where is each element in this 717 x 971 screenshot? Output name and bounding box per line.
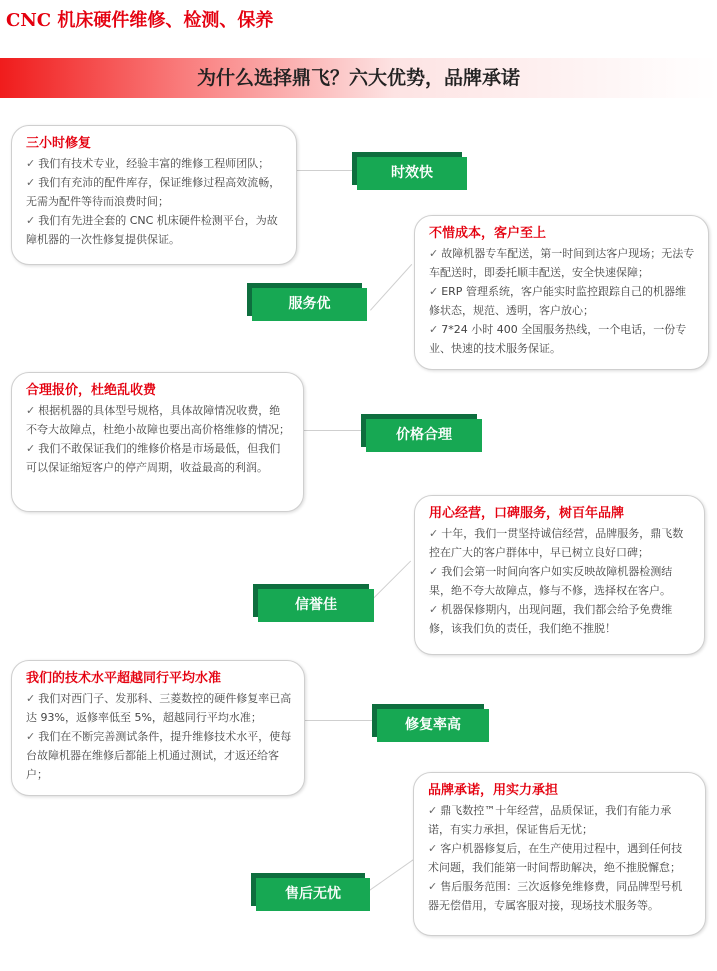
card-title: 我们的技术水平超越同行平均水准: [26, 671, 222, 686]
list-item: ✓ 我们有先进全套的 CNC 机床硬件检测平台，为故障机器的一次性修复提供保证。: [26, 214, 278, 246]
check-icon: ✓: [428, 842, 438, 855]
badge-label: 售后无忧: [256, 878, 370, 911]
list-item: ✓ 机器保修期内，出现问题，我们都会给予免费维修，该我们负的责任，我们绝不推脱！: [429, 603, 673, 635]
badge-speed: [357, 157, 467, 190]
badge-label: 时效快: [357, 157, 467, 190]
advantage-card-speed: [11, 125, 297, 265]
card-title: 用心经营，口碑服务，树百年品牌: [429, 506, 625, 521]
badge-price: [366, 419, 482, 452]
list-item: ✓ 我们会第一时间向客户如实反映故障机器检测结果，绝不夸大故障点，修与不修，选择权在客户。: [429, 565, 673, 597]
badge-service: [252, 288, 367, 321]
card-title: 合理报价，杜绝乱收费: [26, 383, 157, 398]
check-icon: ✓: [26, 442, 36, 455]
check-icon: ✓: [429, 565, 439, 578]
badge-label: 修复率高: [377, 709, 489, 742]
list-item: ✓ 客户机器修复后，在生产使用过程中，遇到任何技术问题，我们能第一时间帮助解决，绝不推脱懈怠；: [428, 842, 683, 874]
list-item: ✓ 我们有充沛的配件库存，保证维修过程高效流畅，无需为配件等待而浪费时间；: [26, 176, 281, 208]
list-item: ✓ 我们在不断完善测试条件，提升维修技术水平，使每台故障机器在维修后都能上机通过测试，才返还给客户；: [26, 730, 292, 781]
advantage-card-reputation: [414, 495, 705, 655]
connector: [305, 720, 377, 721]
advantage-card-after-sales: [413, 772, 706, 936]
list-item: ✓ 售后服务范围：三次返修免维修费，同品牌型号机器无偿借用，专属客服对接，现场技术服务等。: [428, 880, 683, 912]
banner: [0, 58, 717, 98]
list-item: ✓ 十年，我们一贯坚持诚信经营，品牌服务，鼎飞数控在广大的客户群体中，早已树立良好口碑；: [429, 527, 684, 559]
check-icon: ✓: [429, 527, 439, 540]
check-icon: ✓: [429, 323, 439, 336]
check-icon: ✓: [26, 176, 36, 189]
banner-text: 为什么选择鼎飞？六大优势，品牌承诺: [196, 67, 520, 89]
card-title: 品牌承诺，用实力承担: [428, 783, 559, 798]
connector: [370, 264, 412, 311]
badge-after-sales: [256, 878, 370, 911]
advantage-card-service: [414, 215, 709, 370]
card-title: 三小时修复: [26, 136, 92, 151]
check-icon: ✓: [429, 285, 439, 298]
badge-reputation: [258, 589, 374, 622]
check-icon: ✓: [26, 404, 36, 417]
list-item: ✓ 根据机器的具体型号规格，具体故障情况收费，绝不夸大故障点，杜绝小故障也要出高价格维修的情况；: [26, 404, 290, 436]
connector: [297, 170, 357, 171]
connector: [368, 561, 411, 604]
list-item: ✓ 我们有技术专业，经验丰富的维修工程师团队；: [26, 157, 270, 170]
advantage-card-repair-rate: [11, 660, 305, 796]
list-item: ✓ 故障机器专车配送，第一时间到达客户现场；无法专车配送时，即委托顺丰配送，安全快速保障；: [429, 247, 695, 279]
list-item: ✓ 7*24 小时 400 全国服务热线，一个电话，一份专业、快速的技术服务保证。: [429, 323, 687, 355]
list-item: ✓ 鼎飞数控™十年经营，品质保证，我们有能力承诺，有实力承担，保证售后无忧；: [428, 804, 672, 836]
check-icon: ✓: [26, 730, 36, 743]
connector: [304, 430, 366, 431]
badge-label: 信誉佳: [258, 589, 374, 622]
check-icon: ✓: [428, 804, 438, 817]
page-title: CNC 机床硬件维修、检测、保养: [6, 10, 274, 31]
list-item: ✓ ERP 管理系统，客户能实时监控跟踪自己的机器维修状态，规范、透明，客户放心；: [429, 285, 686, 317]
badge-label: 服务优: [252, 288, 367, 321]
list-item: ✓ 我们对西门子、发那科、三菱数控的硬件修复率已高达 93%，返修率低至 5%，超越同行平均水准；: [26, 692, 292, 724]
list-item: ✓ 我们不敢保证我们的维修价格是市场最低，但我们可以保证缩短客户的停产周期，收益最高的利润。: [26, 442, 281, 474]
advantage-card-price: [11, 372, 304, 512]
check-icon: ✓: [26, 692, 36, 705]
badge-label: 价格合理: [366, 419, 482, 452]
check-icon: ✓: [428, 880, 438, 893]
badge-repair-rate: [377, 709, 489, 742]
check-icon: ✓: [26, 214, 36, 227]
check-icon: ✓: [26, 157, 36, 170]
check-icon: ✓: [429, 247, 439, 260]
check-icon: ✓: [429, 603, 439, 616]
card-title: 不惜成本，客户至上: [429, 226, 547, 241]
